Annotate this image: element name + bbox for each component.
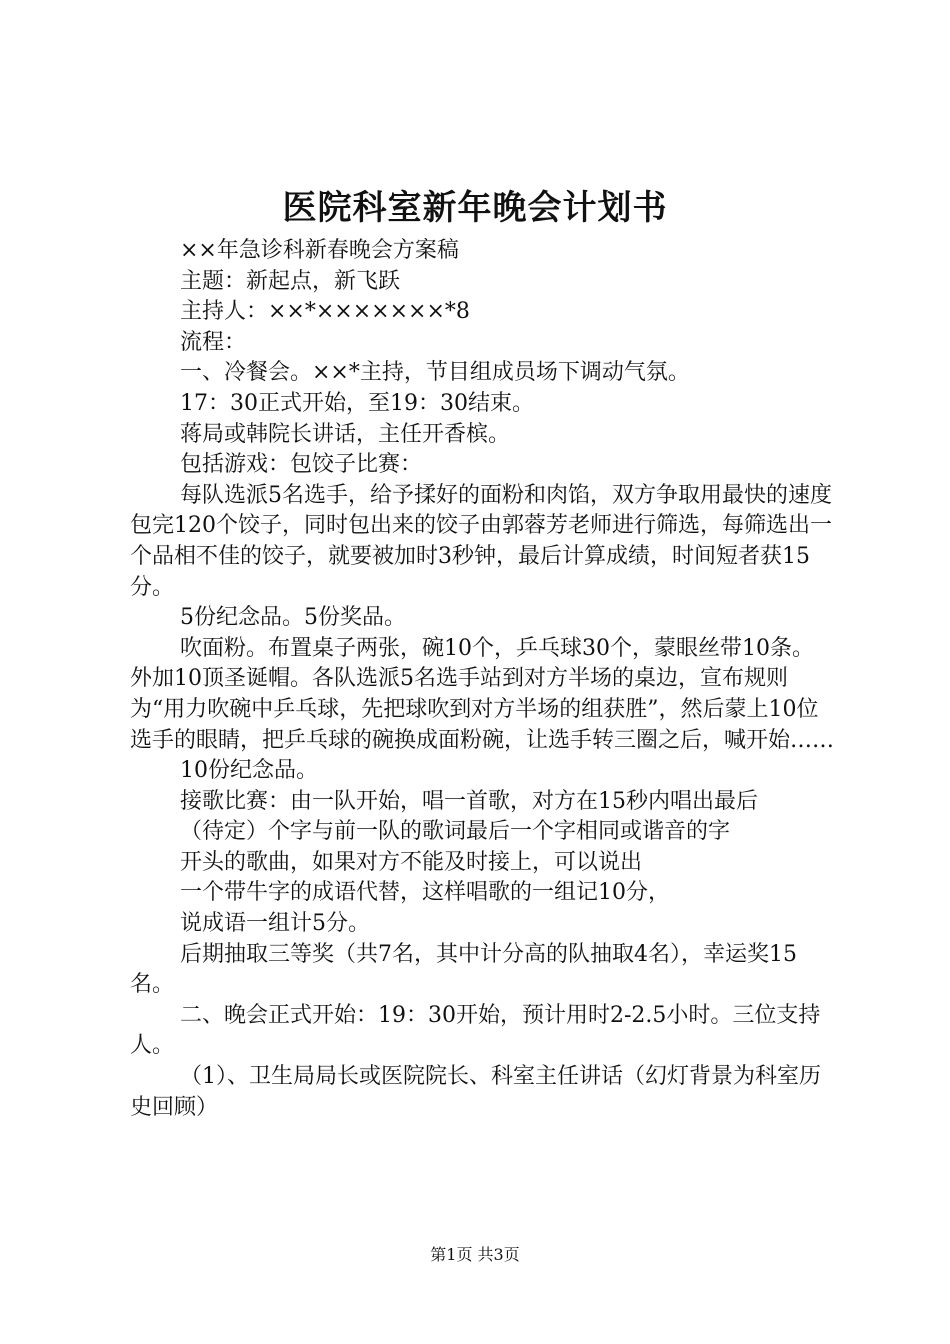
paragraph-plan-heading: ××年急诊科新春晚会方案稿 (180, 238, 459, 263)
paragraph-host: 主持人：××*×××××××*8 (180, 299, 470, 325)
paragraph-time: 17：30正式开始，至19：30结束。 (180, 390, 534, 416)
paragraph-song-rule-1: （待定）个字与前一队的歌词最后一个字相同或谐音的字 (180, 819, 731, 845)
paragraph-song-contest: 接歌比赛：由一队开始，唱一首歌，对方在15秒内唱出最后 (180, 788, 758, 814)
paragraph-song-rule-4: 说成语一组计5分。 (180, 911, 370, 937)
paragraph-speech: 蒋局或韩院长讲话，主任开香槟。 (180, 421, 511, 447)
document-title: 医院科室新年晚会计划书 (282, 188, 668, 228)
paragraph-song-rule-2: 开头的歌曲，如果对方不能及时接上，可以说出 (180, 849, 643, 875)
paragraph-dumpling-rules: 每队选派5名选手，给予揉好的面粉和肉馅，双方争取用最快的速度包完120个饺子，同时包出来的饺子由郭蓉芳老师进行筛选，每筛选出一个品相不佳的饺子，就要被加时3秒钟，最后计算成绩，时间短者获15分。 (130, 482, 832, 600)
paragraph-song-rule-3: 一个带牛字的成语代替，这样唱歌的一组记10分， (180, 880, 670, 906)
paragraph-dumpling-prizes: 5份纪念品。5份奖品。 (180, 605, 406, 631)
paragraph-leader-speech: （1）、卫生局局长或医院院长、科室主任讲话（幻灯背景为科室历史回顾） (130, 1064, 821, 1120)
paragraph-games: 包括游戏：包饺子比赛： (180, 452, 423, 478)
paragraph-lottery: 后期抽取三等奖（共7名，其中计分高的队抽取4名），幸运奖15名。 (130, 941, 797, 998)
paragraph-cold-buffet: 一、冷餐会。××*主持，节目组成员场下调动气氛。 (180, 360, 690, 386)
paragraph-theme: 主题：新起点，新飞跃 (180, 268, 401, 294)
paragraph-flour-prizes: 10份纪念品。 (180, 758, 318, 784)
paragraph-blow-flour: 吹面粉。布置桌子两张，碗10个，乒乓球30个，蒙眼丝带10条。外加10顶圣诞帽。各队选派5名选手站到对方半场的桌边，宣布规则为“用力吹碗中乒乓球，先把球吹到对方半场的组获胜”，然后蒙上10位选手的眼睛，把乒乓球的碗换成面粉碗，让选手转三圈之后，喊开始…… (130, 635, 835, 753)
document-body (130, 236, 835, 1123)
paragraph-process-label: 流程： (180, 329, 247, 355)
page-footer: 第1页 共3页 (430, 1245, 520, 1264)
paragraph-gala-start: 二、晚会正式开始：19：30开始，预计用时2-2.5小时。三位支持人。 (130, 1002, 821, 1059)
